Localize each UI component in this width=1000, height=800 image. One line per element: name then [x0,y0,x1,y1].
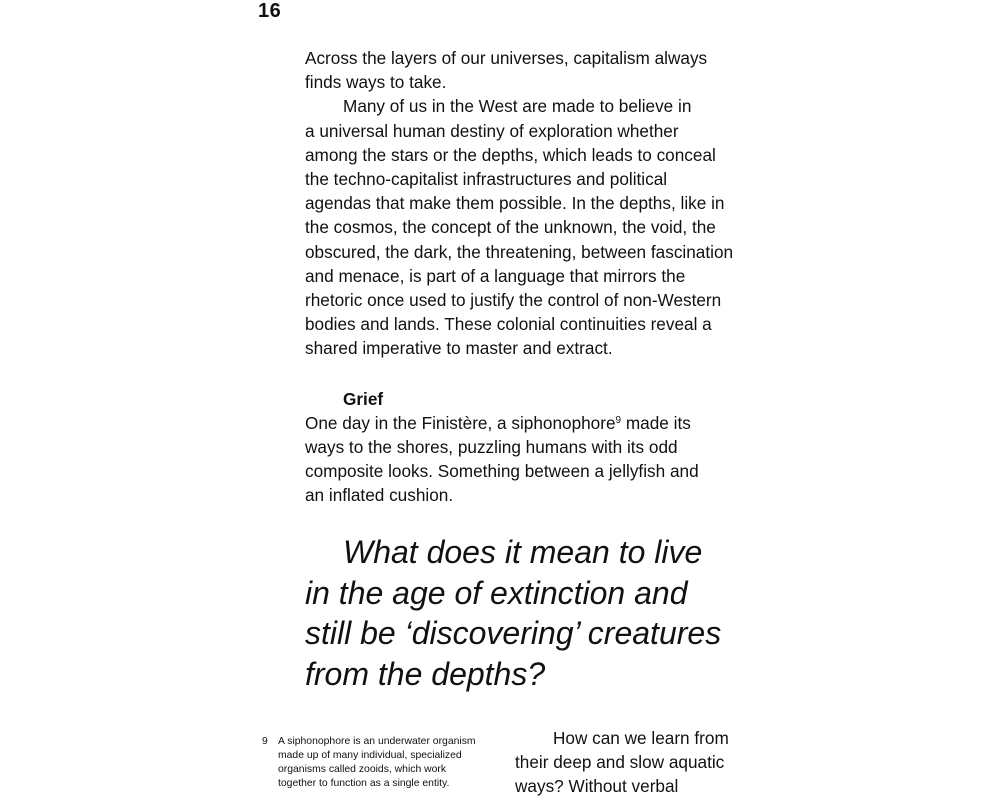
pullquote-line: in the age of extinction and [305,574,688,611]
footnote-line: together to function as a single entity. [278,778,450,789]
pullquote-line: from the depths? [305,655,546,692]
paragraph-line: the cosmos, the concept of the unknown, the void, the [305,217,716,238]
paragraph-3 [305,411,755,508]
pullquote-line: still be ‘discovering’ creatures [305,615,722,651]
paragraph-line: an inflated cushion. [305,485,454,506]
paragraph-line: and menace, is part of a language that mirrors the [305,265,686,286]
footnote-number: 9 [262,736,268,747]
paragraph-line: shared imperative to master and extract. [305,338,613,359]
paragraph-line: among the stars or the depths, which leads to conceal [305,144,716,165]
paragraph-line: How can we learn from [553,728,729,748]
paragraph-line: their deep and slow aquatic [515,752,725,773]
paragraph-line [305,411,755,435]
footnote-text [278,735,476,791]
paragraph-line: agendas that make them possible. In the depths, like in [305,193,725,214]
footnote-marker[interactable]: 9 [615,414,622,426]
paragraph-line: Many of us in the West are made to believe in [343,96,692,117]
footnote-line: made up of many individual, specialized [278,750,462,761]
footnote-line: organisms called zooids, which work [278,764,447,775]
footnote-line: A siphonophore is an underwater organism [278,736,476,747]
paragraph-line: ways? Without verbal [515,776,679,797]
paragraph-line: bodies and lands. These colonial continuities reveal a [305,314,712,335]
main-text-column [305,46,755,508]
paragraph-line: composite looks. Something between a jellyfish and [305,461,699,482]
paragraph-line: Across the layers of our universes, capitalism always [305,48,708,68]
continuation-text [515,726,775,799]
paragraph-2 [305,94,755,360]
paragraph-line: a universal human destiny of exploration whether [305,120,679,141]
section-heading-grief: Grief [343,388,384,409]
pullquote-line: What does it mean to live [343,534,703,570]
pullquote [305,532,765,694]
line-text: made its [621,412,691,433]
paragraph-line: finds ways to take. [305,72,447,93]
paragraph-line: obscured, the dark, the threatening, between fascination [305,241,734,262]
line-text: One day in the Finistère, a siphonophore [305,412,616,433]
paragraph-line: rhetoric once used to justify the control of non-Western [305,290,722,311]
page-number: 16 [258,0,282,22]
paragraph-1 [305,46,755,94]
paragraph-line: the techno-capitalist infrastructures and political [305,169,668,190]
paragraph-line: ways to the shores, puzzling humans with its odd [305,437,678,458]
